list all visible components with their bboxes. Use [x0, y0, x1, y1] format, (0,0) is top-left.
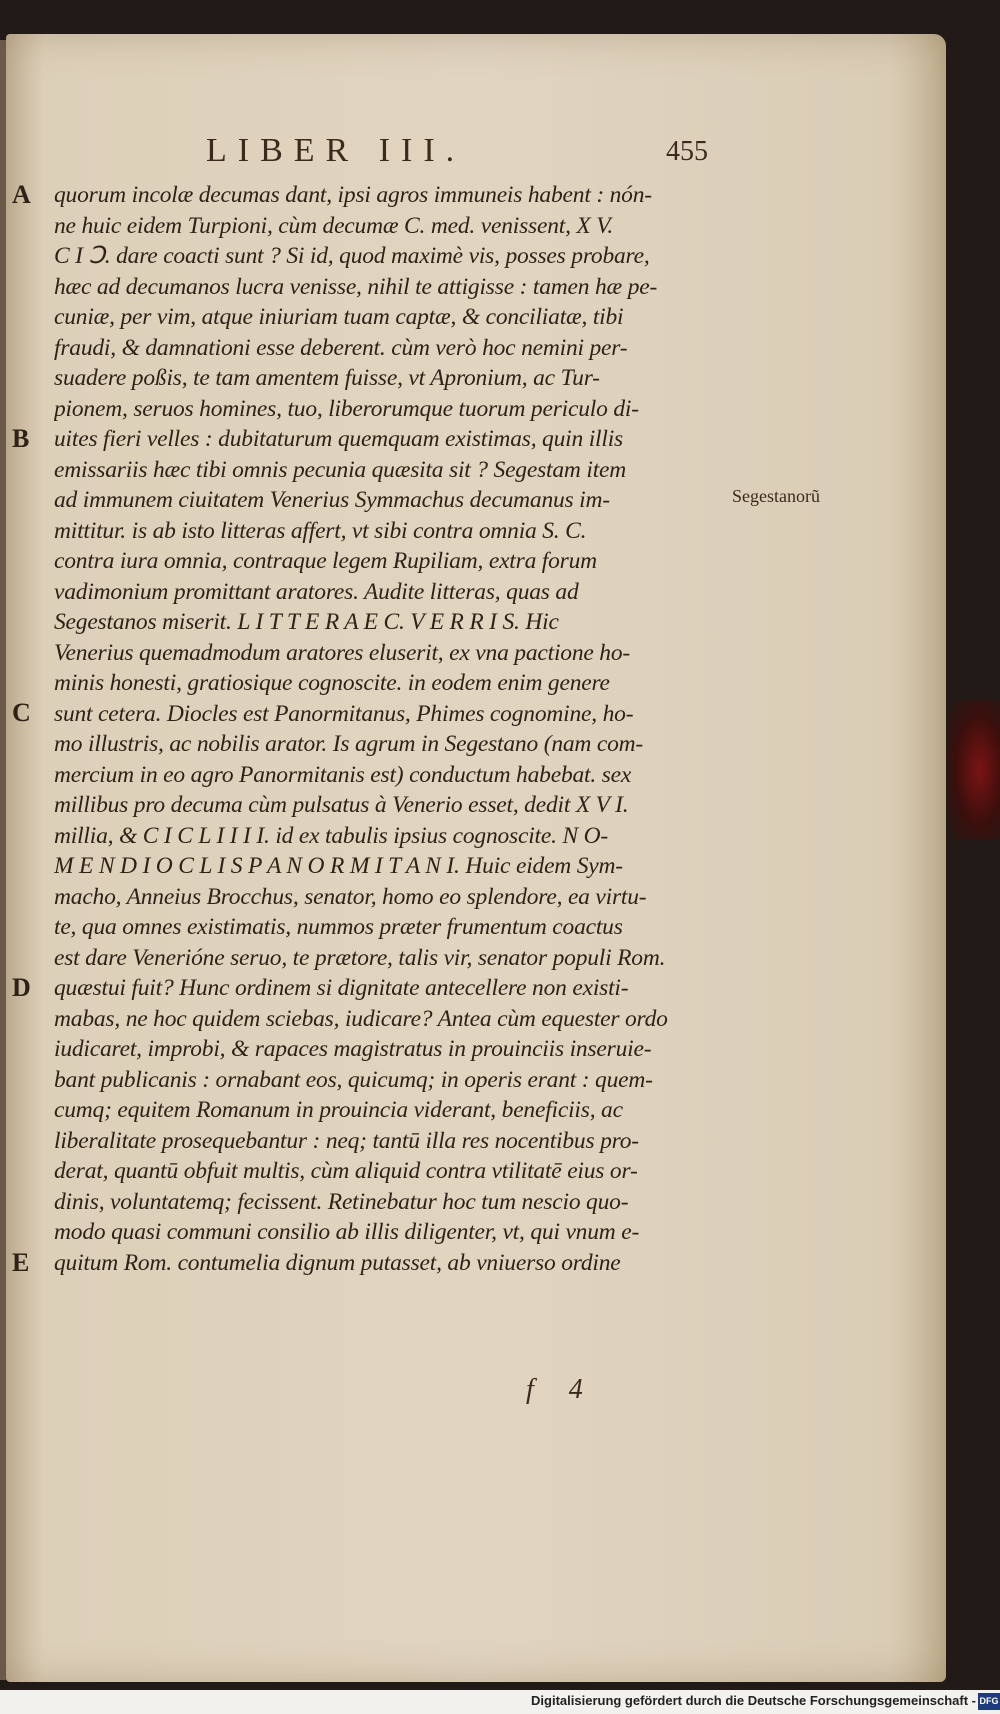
text-line: ne huic eidem Turpioni, cùm decumæ C. med. venissent, X V. — [54, 212, 614, 239]
signature-mark: f 4 — [526, 1374, 597, 1405]
book-page — [6, 34, 946, 1682]
text-line: minis honesti, gratiosique cognoscite. in eodem enim genere — [54, 670, 610, 696]
margin-note: Segestanorũ — [732, 486, 820, 506]
section-marker-e: E — [12, 1248, 30, 1277]
digitization-credit: Digitalisierung gefördert durch die Deutsche Forschungsgemeinschaft - — [531, 1693, 976, 1708]
text-line: modo quasi communi consilio ab illis diligenter, vt, qui vnum e- — [54, 1219, 640, 1245]
text-line: mabas, ne hoc quidem sciebas, iudicare? Antea cùm equester ordo — [54, 1005, 668, 1032]
text-line: dinis, voluntatemq; fecissent. Retinebatur hoc tum nescio quo- — [54, 1188, 629, 1215]
running-head: LIBER III. — [206, 132, 466, 169]
text-line: cuniæ, per vim, atque iniuriam tuam captæ, & conciliatæ, tibi — [54, 304, 624, 330]
text-line: emissariis hæc tibi omnis pecunia quæsita sit ? Segestam item — [54, 456, 627, 483]
section-markers — [12, 180, 52, 1380]
text-line: est dare Venerióne seruo, te prætore, talis vir, senator populi Rom. — [54, 944, 666, 971]
text-line: bant publicanis : ornabant eos, quicumq; in operis erant : quem- — [54, 1066, 653, 1093]
text-line: liberalitate prosequebantur : neq; tantū illa res nocentibus pro- — [54, 1127, 639, 1154]
text-line: derat, quantū obfuit multis, cùm aliquid contra vtilitatē eius or- — [54, 1158, 638, 1184]
text-line: iudicaret, improbi, & rapaces magistratus in prouinciis inseruie- — [54, 1036, 652, 1062]
dfg-logo-icon: DFG — [978, 1693, 1000, 1710]
text-line: hæc ad decumanos lucra venisse, nihil te attigisse : tamen hæ pe- — [54, 273, 658, 300]
text-line: quæstui fuit? Hunc ordinem si dignitate antecellere non existi- — [54, 975, 629, 1001]
red-ribbon-mark — [948, 700, 1000, 840]
text-line: suadere poßis, te tam amentem fuisse, vt Apronium, ac Tur- — [54, 365, 600, 391]
text-line: quitum Rom. contumelia dignum putasset, ab vniuerso ordine — [54, 1249, 621, 1276]
text-line: C I Ↄ. dare coacti sunt ? Si id, quod maximè vis, posses probare, — [54, 243, 650, 269]
text-line: sunt cetera. Diocles est Panormitanus, Phimes cognomine, ho- — [54, 700, 634, 727]
text-line: M E N D I O C L I S P A N O R M I T A N I. Huic eidem Sym- — [54, 853, 623, 879]
footer-bar — [0, 1690, 1000, 1714]
text-line: ad immunem ciuitatem Venerius Symmachus decumanus im- — [54, 487, 610, 513]
text-line: contra iura omnia, contraque legem Rupiliam, extra forum — [54, 548, 597, 574]
text-line: macho, Anneius Brocchus, senator, homo eo splendore, ea virtu- — [54, 883, 647, 910]
page-number: 455 — [666, 136, 708, 167]
text-line: cumq; equitem Romanum in prouincia viderant, beneficiis, ac — [54, 1097, 623, 1123]
text-line: fraudi, & damnationi esse deberent. cùm verò hoc nemini per- — [54, 334, 628, 361]
text-line: millibus pro decuma cùm pulsatus à Venerio esset, dedit X V I. — [54, 792, 629, 818]
section-marker-a: A — [12, 180, 31, 209]
section-marker-b: B — [12, 424, 30, 453]
text-line: pionem, seruos homines, tuo, liberorumque tuorum periculo di- — [54, 395, 639, 422]
body-text — [54, 180, 744, 1278]
text-line: te, qua omnes existimatis, nummos præter frumentum coactus — [54, 914, 623, 940]
page-header — [6, 132, 946, 172]
section-marker-c: C — [12, 698, 31, 727]
text-line: mercium in eo agro Panormitanis est) conductum habebat. sex — [54, 761, 632, 788]
text-line: millia, & C I C L I I I I. id ex tabulis ipsius cognoscite. N O- — [54, 822, 608, 849]
text-line: uites fieri velles : dubitaturum quemquam existimas, quin illis — [54, 426, 623, 452]
text-line: mittitur. is ab isto litteras affert, vt sibi contra omnia S. C. — [54, 517, 587, 544]
text-line: vadimonium promittant aratores. Audite litteras, quas ad — [54, 578, 579, 605]
text-line: quorum incolæ decumas dant, ipsi agros immuneis habent : nón- — [54, 182, 652, 208]
section-marker-d: D — [12, 973, 31, 1002]
text-line: mo illustris, ac nobilis arator. Is agrum in Segestano (nam com- — [54, 731, 644, 757]
text-line: Venerius quemadmodum aratores eluserit, ex vna pactione ho- — [54, 639, 631, 666]
text-line: Segestanos miserit. L I T T E R A E C. V E R R I S. Hic — [54, 609, 559, 635]
